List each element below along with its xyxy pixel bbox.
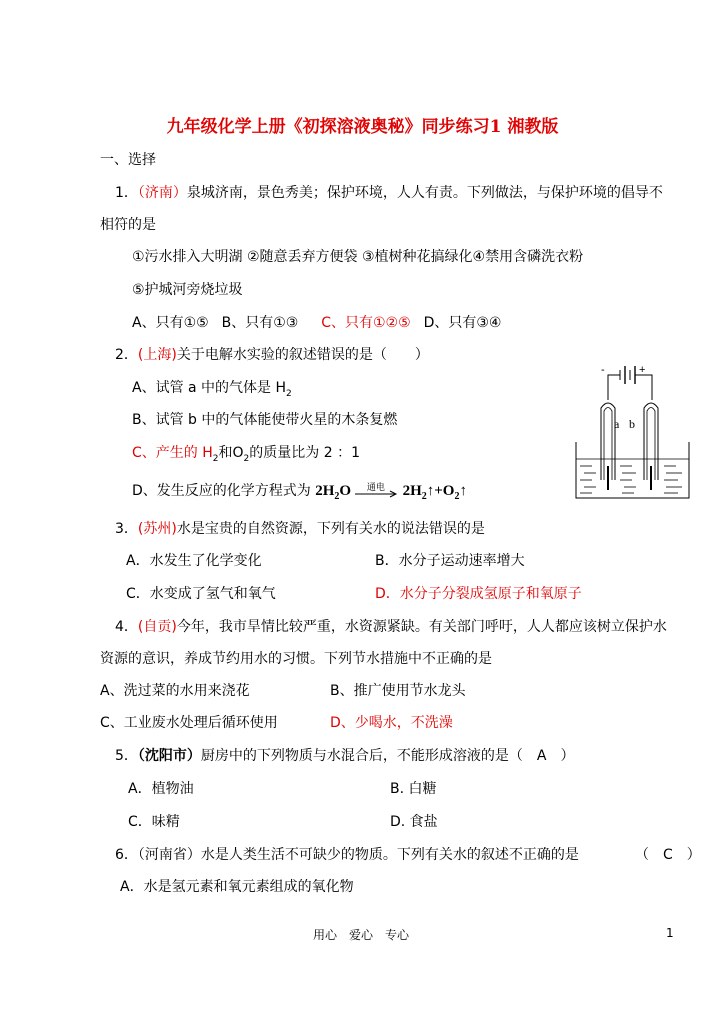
- document-title: 九年级化学上册《初探溶液奥秘》同步练习1 湘教版: [166, 117, 559, 137]
- option-d: D．水分子分裂成氢原子和氧原子: [375, 586, 582, 602]
- option-c: C．水变成了氢气和氧气: [126, 586, 276, 602]
- question-source: (上海): [137, 347, 177, 363]
- option-a: A、只有①⑤: [132, 315, 209, 331]
- question-text: 水是人类生活不可缺少的物质。下列有关水的叙述不正确的是: [200, 847, 579, 863]
- question-3: [115, 519, 485, 539]
- question-text: 水是宝贵的自然资源，下列有关水的说法错误的是: [176, 521, 485, 537]
- arrow-icon: [355, 487, 399, 501]
- tube-b-label: b: [629, 417, 635, 431]
- question-number: 1．: [115, 185, 138, 201]
- plus-label: +: [639, 364, 646, 376]
- option-b: B、只有①③: [221, 315, 299, 331]
- electrolysis-apparatus-figure: [570, 362, 696, 502]
- page-number: 1: [666, 926, 674, 940]
- question-5: [115, 746, 575, 766]
- option-a: A、试管 a 中的气体是 $H_2$: [132, 380, 292, 399]
- tube-a-label: a: [614, 417, 620, 431]
- option-d: D、少喝水，不洗澡: [330, 715, 453, 731]
- option-c: C、工业废水处理后循环使用: [100, 715, 278, 731]
- question-source: (苏州): [137, 521, 177, 537]
- option-d: D、发生反应的化学方程式为 $2H_2O$ 通电 $2H_2↑+O_2↑$: [132, 482, 467, 502]
- option-a: A．水发生了化学变化: [126, 553, 262, 569]
- section-heading: 一、选择: [100, 152, 156, 168]
- option-b: B．水分子运动速率增大: [375, 553, 525, 569]
- question-text-cont: 资源的意识，养成节约用水的习惯。下列节水措施中不正确的是: [100, 651, 492, 667]
- question-source: (自贡): [137, 619, 177, 635]
- question-answer: （ C ）: [635, 847, 701, 863]
- question-source: （济南）: [137, 185, 187, 201]
- question-number: 3．: [115, 521, 138, 537]
- question-4: [115, 617, 667, 637]
- question-text: 厨房中的下列物质与水混合后，不能形成溶液的是（ A ）: [200, 748, 575, 764]
- option-b: B、试管 b 中的气体能使带火星的木条复燃: [132, 412, 398, 428]
- option-d: D. 食盐: [390, 814, 438, 830]
- question-source: （沈阳市）: [137, 748, 201, 764]
- answer-options: [132, 313, 501, 333]
- option-b: B. 白糖: [390, 781, 437, 797]
- option-a: A．植物油: [128, 781, 194, 797]
- option-d: D、只有③④: [423, 315, 502, 331]
- option-c: C、产生的 $H_2$和$O_2$的质量比为 2 ：1: [132, 445, 360, 464]
- chemical-equation: $2H_2O$ 通电 $2H_2↑+O_2↑$: [315, 482, 467, 502]
- option-c: C、只有①②⑤: [321, 315, 411, 331]
- option-a: A、洗过菜的水用来浇花: [100, 683, 250, 699]
- question-number: 2．: [115, 347, 138, 363]
- reaction-arrow: 通电: [355, 485, 399, 499]
- question-2: [115, 345, 429, 365]
- option-c: C．味精: [128, 814, 180, 830]
- option-b: B、推广使用节水龙头: [330, 683, 466, 699]
- minus-label: -: [601, 364, 605, 376]
- question-6: [115, 845, 579, 865]
- question-1: [115, 183, 663, 203]
- question-items: ⑤护城河旁烧垃圾: [132, 282, 243, 298]
- option-a: A．水是氢元素和氧元素组成的氧化物: [120, 879, 354, 895]
- question-text: 泉城济南，景色秀美；保护环境，人人有责。下列做法，与保护环境的倡导不: [186, 185, 663, 201]
- question-number: 5．: [115, 748, 138, 764]
- question-items: ①污水排入大明湖 ②随意丢弃方便袋 ③植树种花搞绿化④禁用含磷洗衣粉: [132, 249, 584, 265]
- footer-slogan: 用心 爱心 专心: [313, 928, 410, 942]
- question-number: 4．: [115, 619, 138, 635]
- question-source: （河南省）: [137, 847, 201, 863]
- question-text: 关于电解水实验的叙述错误的是（ ）: [176, 347, 429, 363]
- question-text: 今年，我市旱情比较严重，水资源紧缺。有关部门呼吁，人人都应该树立保护水: [176, 619, 667, 635]
- question-number: 6．: [115, 847, 138, 863]
- question-text-cont: 相符的是: [100, 217, 156, 233]
